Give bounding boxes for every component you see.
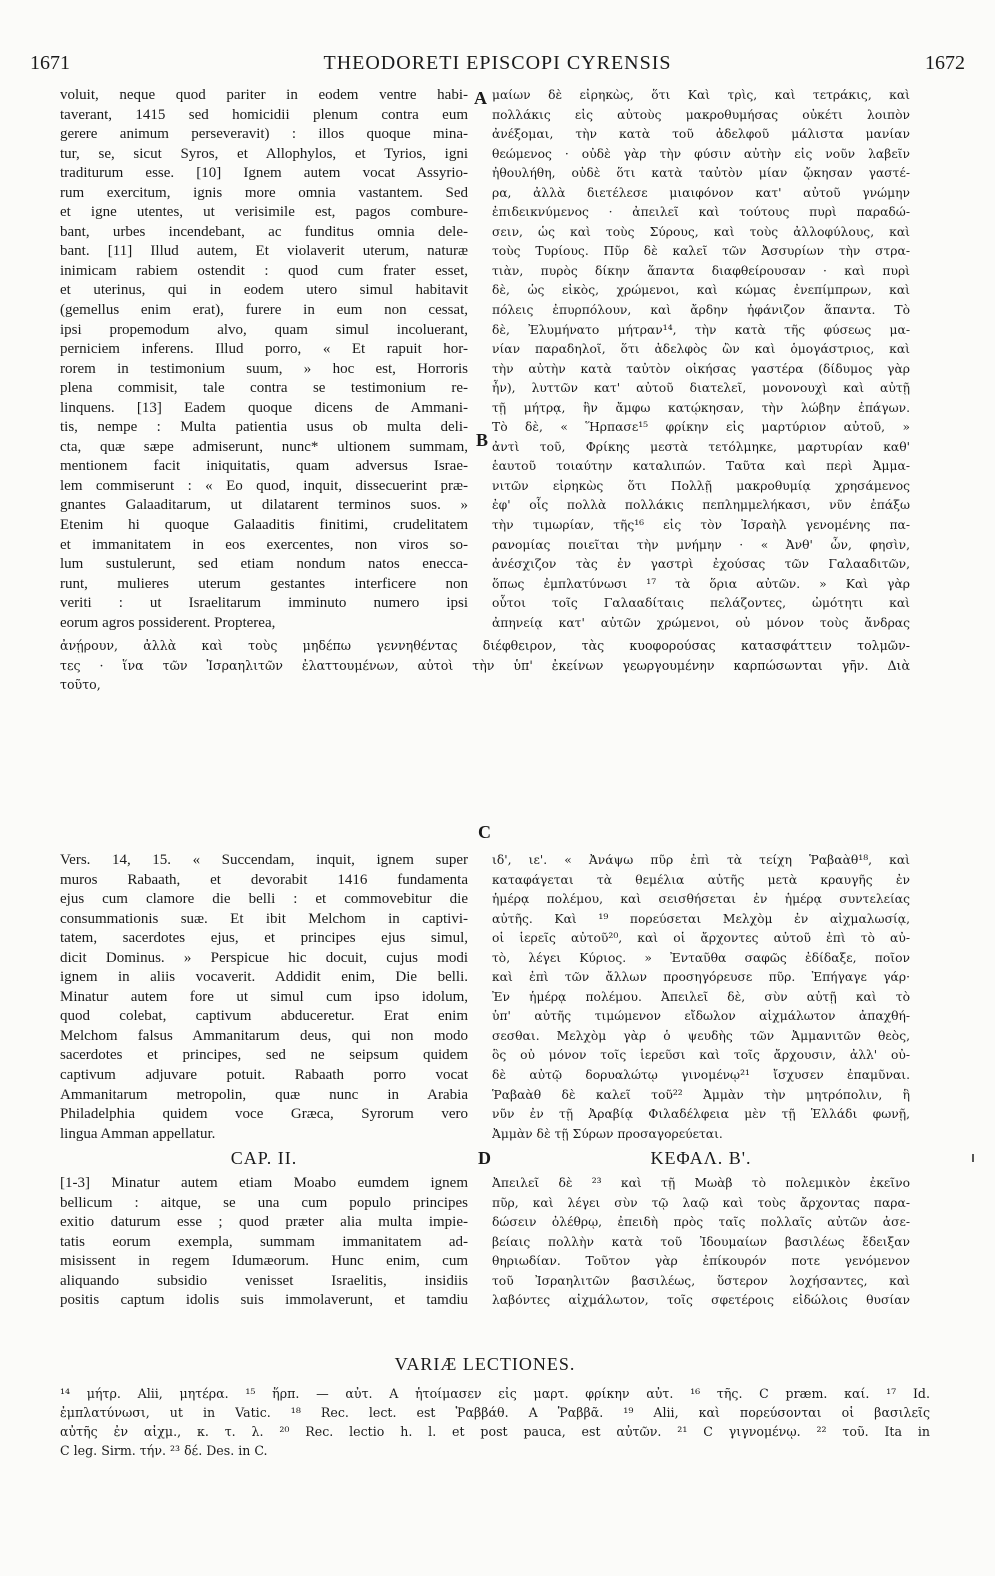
text-line: αὐτῆς. Καὶ ¹⁹ πορεύσεται Μελχὸμ ἐν αἰχμαλωσίᾳ, [492,911,910,926]
text-line: cta, quæ sæpe admiserunt, nunc* ultionem summam, [60,438,468,455]
text-line: δὲ αὐτῷ δορυαλώτῳ γινομένῳ²¹ ἴσχυσεν ἐπαμῦναι. [492,1068,910,1083]
text-line: sacerdotes et principes, sed ne seipsum quidem [60,1047,468,1064]
latin-chapter-heading: CAP. II. [230,1148,298,1168]
text-line: lingua Amman appellatur. [60,1125,216,1142]
text-line: tatem, sacerdotes ejus, et principes ejus simul, [60,930,468,947]
margin-marker-a: A [474,88,487,108]
text-line: ipsi propemodum alvo, quam simul incoluerant, [60,321,468,338]
latin-column-3 [60,1174,468,1311]
text-line: νῦν ἐν τῇ Ἀραβίᾳ Φιλαδέλφεια μὲν τῇ Ἑλλάδι φωνῇ, [492,1107,910,1122]
text-line: θηριωδίαν. Τοῦτον γὰρ ἐπίκουρόν ποτε γενόμενον [492,1254,910,1269]
text-line: μαίων δὲ εἰρηκὼς, ὅτι Καὶ τρὶς, καὶ τετράκις, καὶ [492,88,910,102]
text-line: (gemellus enim erat), furere in eum non cessat, [60,302,468,319]
text-line: δὲ, Ἐλυμήνατο μήτραν¹⁴, τὴν κατὰ τῆς φύσεως μα- [492,322,910,337]
text-line: πῦρ, καὶ λέγει σὺν τῷ λαῷ καὶ τοὺς ἄρχοντας παρα- [492,1195,910,1210]
text-line: quod colebat, captivum abduceretur. Erat enim [60,1008,468,1025]
text-line: bant. [11] Illud autem, Et violaverit uterum, naturæ [60,243,468,260]
text-line: tatis eorum exempla, summam immanitatem ad- [60,1233,468,1250]
text-line: Ammanitarum metropolin, quæ nunc in Arabia [60,1086,468,1103]
text-line: ἐμπλατύνωσι, ut in Vatic. ¹⁸ Rec. lect. est Ῥαββάθ. A Ῥαββᾶ. ¹⁹ Alii, καὶ πορεύσονται οἱ βασιλεῖς [60,1405,930,1420]
text-line: dicit Dominus. » Perspicue hic docuit, cujus modi [60,949,468,966]
text-line: et uterinus, qui in eodem utero simul habitavit [60,282,468,299]
text-line: ὅπως ἐμπλατύνωσι ¹⁷ τὰ ὅρια αὐτῶν. » Καὶ γὰρ [492,576,910,591]
text-line: voluit, neque quod pariter in eodem ventre habi- [60,87,468,103]
text-line: ιδ', ιε'. « Ἀνάψω πῦρ ἐπὶ τὰ τείχη Ῥαβαὰθ¹⁸, καὶ [492,853,910,867]
text-line: πόλεις ἐπυρπόλουν, καὶ ἄρδην ἠφάνιζον ἅπαντα. Τὸ [492,303,910,318]
text-line: ὃς οὐ μόνον τοῖς ἱερεῦσι καὶ τοῖς ἄρχουσιν, ἀλλ' οὐ- [492,1048,910,1063]
text-line: perniciem inferens. Illud porro, « Et rapuit hor- [60,341,468,358]
text-line: αὐτῆς ἐν αἰχμ., κ. τ. λ. ²⁰ Rec. lectio h. l. et post pauca, est αὐτῶν. ²¹ C γιγνομένῳ. ²² τοῦ. Ita in [60,1424,930,1439]
text-line: οἱ ἱερεῖς αὐτοῦ²⁰, καὶ οἱ ἄρχοντες αὐτοῦ ἐπὶ τὸ αὐ- [492,931,910,946]
running-header [30,52,965,82]
text-line: Ἐν ἡμέρᾳ πολέμου. Ἀπειλεῖ δὲ, σὺν αὐτῇ καὶ τὸ [492,989,910,1004]
text-line: τὴν τιμωρίαν, τῆς¹⁶ εἰς τὸν Ἰσραὴλ γενομένης πα- [492,518,910,533]
margin-marker-b: B [476,430,489,450]
text-line: πολλάκις εἰς αὐτοὺς μακροθυμήσας οὐκέτι λοιπὸν [492,107,910,122]
text-line: [1-3] Minatur autem etiam Moabo eumdem ignem [60,1175,468,1191]
text-line: lum sustulerunt, sed etiam nondum natos enecca- [60,556,468,573]
text-line: mentionem facit iniquitatis, quam adversus Israe- [60,458,468,475]
text-line: σειν, ὡς καὶ τοὺς Σύρους, καὶ τοὺς ἀλλοφύλους, καὶ [492,224,910,239]
text-line: σεσθαι. Μελχὸμ γὰρ ὁ ψευδὴς τῶν Ἀμμανιτῶν θεὸς, [492,1028,910,1043]
text-line: muros Rabaath, et devorabit 1416 fundamenta [60,871,468,888]
variae-lectiones-title: VARIÆ LECTIONES. [394,1354,576,1374]
text-line: Vers. 14, 15. « Succendam, inquit, ignem super [60,852,468,868]
text-line: τιὰν, πυρὸς δίκην ἅπαντα διαφθείρουσαν · καὶ πυρὶ [492,263,910,278]
text-line: Melchom falsus Ammanitarum deus, qui non modo [60,1027,468,1044]
page-number-right: 1672 [925,52,965,74]
text-line: Ἀμμὰν δὲ τῇ Σύρων προσαγορεύεται. [492,1126,723,1141]
text-line: runt, mulieres uterum gestantes interficere non [60,575,468,592]
text-line: tis, nempe : Multa patientia usus ob multa deli- [60,419,468,436]
text-line: Minatur autem fore ut simul cum ipso idolum, [60,988,468,1005]
text-line: ἠθουλήθη, οὐδὲ ὅτι κατὰ ταὐτὸν μίαν ᾤκησαν γαστέ- [492,166,910,181]
greek-chapter-heading: ΚΕΦΑΛ. Β'. [650,1148,752,1168]
text-line: ἦν), λυττῶν κατ' αὐτοῦ διατελεῖ, μονονουχὶ καὶ αὐτῇ [492,381,910,396]
text-line: ὑπ' αὐτῆς τιμώμενον εἴδωλον αἰχμάλωτον ἀπαχθή- [492,1009,910,1024]
text-line: taverant, 1415 sed homicidii plenum contra eum [60,106,468,123]
text-line: ἐφ' οἷς πολλὰ πολλάκις πεπλημμελήκασι, νῦν ἐπάξω [492,498,910,513]
text-line: et igne utentes, ut verisimile est, pagos combure- [60,204,468,221]
text-line: rorem in testimonium suum, » hoc est, Horroris [60,360,468,377]
page-number-left: 1671 [30,52,70,74]
text-line: bant, urbes incendebant, ac funditus omnia dele- [60,223,468,240]
text-line: ἀντὶ τοῦ, Φρίκης μεστὰ τετόλμηκε, μαρτυρίαν καθ' [492,439,910,454]
text-line: plena commisit, tale contra se testimonium re- [60,380,468,397]
text-line: Etenim hi quoque Galaaditis finitimi, crudelitatem [60,517,468,534]
text-line: ἀνέξομαι, τὴν κατὰ τοῦ ἀδελφοῦ μάλιστα μανίαν [492,127,910,142]
text-line: ρανομίας ποιεῖται τὴν μνήμην · « Ἀνθ' ὧν, φησὶν, [492,537,910,552]
text-line: lem commiserunt : « Eo quod, inquit, dissecuerint præ- [60,477,468,494]
text-line: ἀνῄρουν, ἀλλὰ καὶ τοὺς μηδέπω γεννηθέντας διέφθειρον, τὰς κυοφορούσας κατασφάττειν τολμῶν- [60,638,910,653]
text-line: positis captum idolis suis immolaverunt, et tamdiu [60,1292,468,1309]
text-line: bellicum : aitque, se una cum populo principes [60,1194,468,1211]
text-line: τοὺς Τυρίους. Πῦρ δὲ καλεῖ τῶν Ἀσσυρίων τὴν στρα- [492,244,910,259]
text-line: eorum agros possiderent. Propterea, [60,614,276,631]
text-line: οὗτοι τοῖς Γαλααδίταις πελάζοντες, ὠμότητι καὶ [492,596,910,611]
text-line: Philadelphia quidem voce Græca, Syrorum vero [60,1106,468,1123]
text-line: Τὸ δὲ, « Ἥρπασε¹⁵ φρίκην εἰς μαρτύριον αὐτοῦ, » [492,420,910,435]
greek-full-width-text [60,636,910,695]
text-line: ἡμέρᾳ πολέμου, καὶ σεισθήσεται ἐν ἡμέρᾳ συντελείας [492,892,910,907]
text-line: ignem in aliis vocaverit. Addidit enim, Die belli. [60,969,468,986]
greek-column-1 [492,86,910,633]
text-line: τὴν αὐτὴν κατὰ ταὐτὸν οἰκήσας γαστέρα (δίδυμος γὰρ [492,361,910,376]
text-line: τῇ μήτρᾳ, ἣν ἄμφω κατῴκησαν, τὴν λώβην ἐπάγων. [492,400,910,415]
text-line: veriti : ut Israelitarum imminuto numero ipsi [60,595,468,612]
text-line: τὸ, λέγει Κύριος. » Ἐνταῦθα σαφῶς ἐδίδαξε, ποῖον [492,950,910,965]
text-line: καὶ ἐπὶ τῶν ἄλλων προσηγόρευσε πῦρ. Ἐπήγαγε γάρ· [492,970,910,985]
text-line: ρα, ἀλλὰ διετέλεσε μιαιφόνον κατ' αὐτοῦ γνώμην [492,185,910,200]
greek-column-2 [492,851,910,1144]
variae-lectiones-notes [60,1384,930,1460]
text-line: νιτῶν εἰρηκὼς ὅτι Πολλῇ μακροθυμίᾳ χρησάμενος [492,478,910,493]
greek-column-3 [492,1174,910,1311]
text-line: τοῦ Ἰσραηλιτῶν βασιλέως, ὕστερον λοχήσαντες, καὶ [492,1273,910,1288]
text-line: et immanitatem in eos exercentes, non viros so- [60,536,468,553]
text-line: δὲ, ὡς εἰκὸς, χρώμενοι, καὶ κώμας ἐνεπίμπρων, καὶ [492,283,910,298]
text-line: linquens. [13] Eadem quoque dicens de Ammani- [60,399,468,416]
text-line: traditurum esse. [10] Ignem autem vocat Assyrio- [60,165,468,182]
text-line: ἐπιδεικνύμενος · ἀπειλεῖ καὶ τούτους πυρὶ παραδώ- [492,205,910,220]
margin-marker-c: C [478,822,491,842]
text-line: ἀνέσχιζον τὰς ἐν γαστρὶ ἐχούσας τῶν Γαλααδιτῶν, [492,557,910,572]
text-line: tur, se, sicut Syros, et Allophylos, et Tyrios, igni [60,145,468,162]
text-line: ¹⁴ μήτρ. Alii, μητέρα. ¹⁵ ἥρπ. — αὐτ. A ἡτοίμασεν εἰς μαρτ. φρίκην αὐτ. ¹⁶ τῆς. C præm. καί. ¹⁷ Id. [60,1386,930,1401]
print-speck [972,1154,974,1162]
text-line: τοῦτο, [60,677,101,693]
latin-column-1 [60,86,468,633]
latin-column-2 [60,851,468,1144]
text-line: τες · ἵνα τῶν Ἰσραηλιτῶν ἐλαττουμένων, αὐτοὶ τὴν ὑπ' ἐκείνων γεωργουμένην καρπώσωνται γῆν. Διὰ [60,657,910,673]
text-line: Ῥαβαὰθ δὲ καλεῖ τοῦ²² Ἀμμὰν τὴν μητρόπολιν, ἣ [492,1087,910,1102]
text-line: καταφάγεται τὰ θεμέλια αὐτῆς μετὰ κραυγῆς ἐν [492,872,910,887]
text-line: βείαις πολλὴν κατὰ τοῦ Ἰδουμαίων βασιλέως ἔδειξαν [492,1234,910,1249]
text-line: rum exercitum, ignis more omnia vastantem. Sed [60,184,468,201]
text-line: exitio daturum esse ; quod præter alia multa impie- [60,1214,468,1231]
text-line: ἀπηνείᾳ κατ' αὐτῶν χρώμενοι, οὐ μόνον τοὺς ἄνδρας [492,615,910,630]
text-line: θεώμενος · οὐδὲ γὰρ τὴν φύσιν αὐτὴν εἰς νοῦν λαβεῖν [492,146,910,161]
text-line: gerere animum perseveravit) : illos quoque mina- [60,126,468,143]
text-line: aliquando subsidio venisset Israelitis, insidiis [60,1272,468,1289]
text-line: λαβόντες αἰχμάλωτον, τοῖς σφετέροις εἰδώλοις θυσίαν [492,1293,910,1308]
text-line: Ἀπειλεῖ δὲ ²³ καὶ τῇ Μωὰβ τὸ πολεμικὸν ἐκεῖνο [492,1176,910,1190]
text-line: gnantes Galaaditarum, ut dilatarent terminos suos. » [60,497,468,514]
text-line: δώσειν ὀλέθρῳ, ἐπειδὴ πρὸς ταῖς πολλαῖς αὐτῶν ἀσε- [492,1215,910,1230]
text-line: inimicam rabiem ostendit : quod cum frater esset, [60,262,468,279]
text-line: captivum adjuvare potuit. Rabaath porro vocat [60,1067,468,1084]
text-line: νίαν παραδηλοῖ, ὅτι ἀδελφὸς ὢν καὶ ὁμογάστριος, καὶ [492,342,910,357]
text-line: ἑαυτοῦ τοιαύτην καταλιπών. Ταῦτα καὶ περὶ Ἀμμα- [492,459,910,474]
margin-marker-d: D [478,1148,491,1168]
text-line: C leg. Sirm. τήν. ²³ δέ. Des. in C. [60,1443,268,1458]
text-line: misissent in regem Idumæorum. Hunc enim, cum [60,1253,468,1270]
text-line: ejus cum clamore die belli : et commovebitur die [60,891,468,908]
running-title: THEODORETI EPISCOPI CYRENSIS [323,52,672,74]
text-line: consummationis suæ. Et ibit Melchom in captivi- [60,910,468,927]
